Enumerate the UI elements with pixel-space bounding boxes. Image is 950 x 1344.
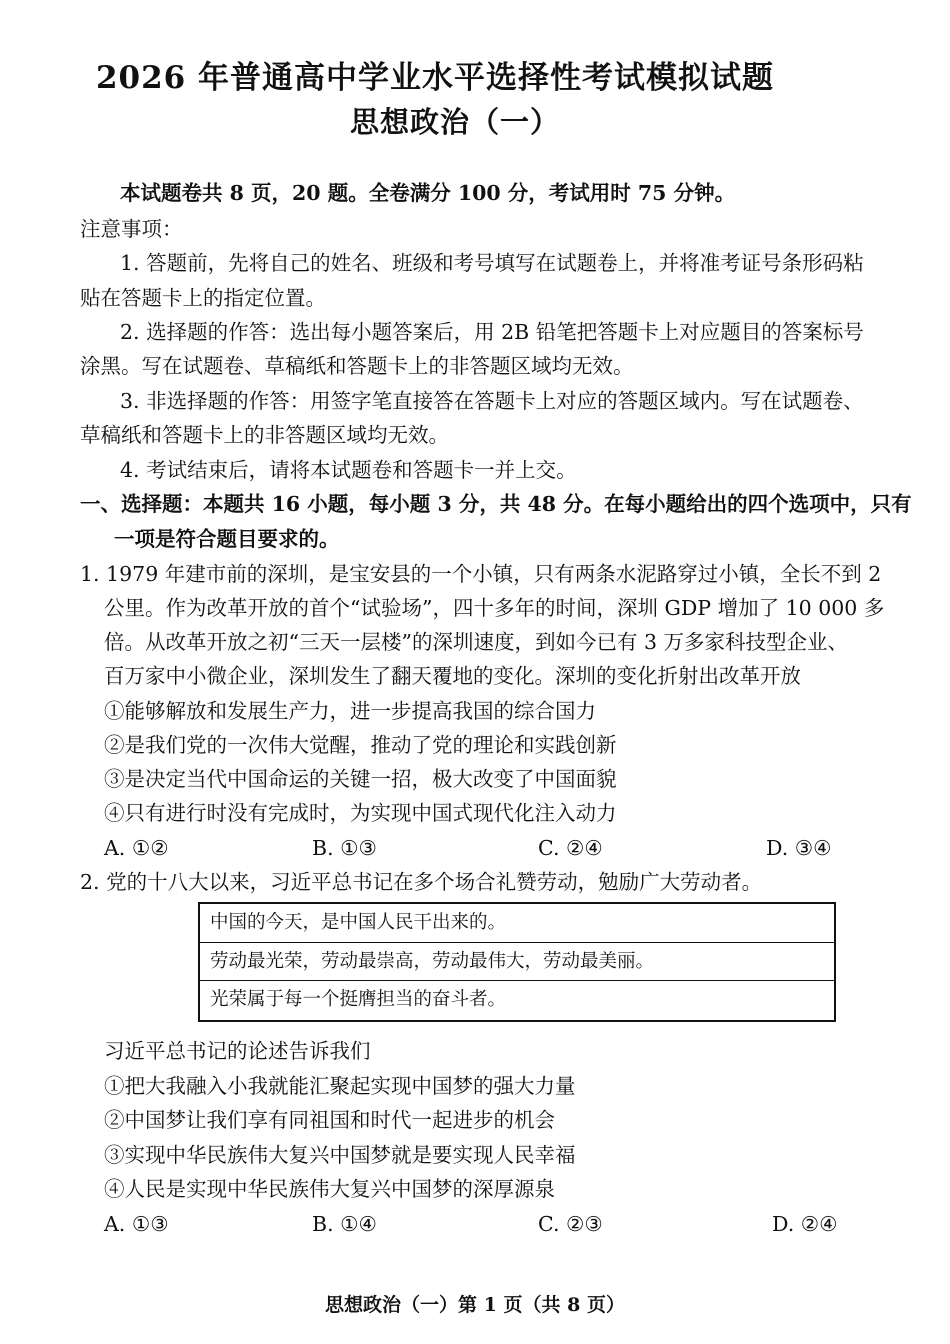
page-footer: 思想政治（一）第 1 页（共 8 页） <box>325 1294 625 1316</box>
exam-title: 2026 年普通高中学业水平选择性考试模拟试题 <box>95 60 775 96</box>
q2-statement-1: ①把大我融入小我就能汇聚起实现中国梦的强大力量 <box>104 1074 576 1098</box>
q2-option-d: D. ②④ <box>772 1212 838 1236</box>
notice-item-4: 4. 考试结束后，请将本试题卷和答题卡一并上交。 <box>120 458 577 482</box>
q1-stem-cont: 百万家中小微企业，深圳发生了翻天覆地的变化。深圳的变化折射出改革开放 <box>104 664 801 688</box>
notice-item-2: 2. 选择题的作答：选出每小题答案后，用 2B 铅笔把答题卡上对应题目的答案标号 <box>120 320 864 344</box>
q1-stem: 1. 1979 年建市前的深圳，是宝安县的一个小镇，只有两条水泥路穿过小镇，全长不到 2 <box>80 562 882 586</box>
quote-row: 光荣属于每一个挺膺担当的奋斗者。 <box>210 989 507 1011</box>
exam-intro: 本试题卷共 8 页，20 题。全卷满分 100 分，考试用时 75 分钟。 <box>120 181 736 205</box>
q2-option-a: A. ①③ <box>104 1212 169 1236</box>
q1-statement-3: ③是决定当代中国命运的关键一招，极大改变了中国面貌 <box>104 767 617 791</box>
quote-table <box>198 902 836 1022</box>
q1-statement-1: ①能够解放和发展生产力，进一步提高我国的综合国力 <box>104 699 596 723</box>
q2-statement-4: ④人民是实现中华民族伟大复兴中国梦的深厚源泉 <box>104 1177 555 1201</box>
q2-statement-2: ②中国梦让我们享有同祖国和时代一起进步的机会 <box>104 1108 555 1132</box>
notice-item-3: 3. 非选择题的作答：用签字笔直接答在答题卡上对应的答题区域内。写在试题卷、 <box>120 389 864 413</box>
q2-option-b: B. ①④ <box>312 1212 377 1236</box>
notice-heading: 注意事项： <box>80 217 183 241</box>
section-heading-cont: 一项是符合题目要求的。 <box>114 527 340 551</box>
q1-stem-cont: 倍。从改革开放之初“三天一层楼”的深圳速度，到如今已有 3 万多家科技型企业、 <box>104 630 849 654</box>
q1-option-a: A. ①② <box>104 836 169 860</box>
q2-stem: 2. 党的十八大以来，习近平总书记在多个场合礼赞劳动，勉励广大劳动者。 <box>80 870 763 894</box>
notice-item-1: 1. 答题前，先将自己的姓名、班级和考号填写在试题卷上，并将准考证号条形码粘 <box>120 251 864 275</box>
q1-option-c: C. ②④ <box>538 836 603 860</box>
exam-subject: 思想政治（一） <box>349 105 560 139</box>
quote-row: 中国的今天，是中国人民干出来的。 <box>200 904 834 943</box>
notice-item-1-cont: 贴在答题卡上的指定位置。 <box>80 286 326 310</box>
section-heading: 一、选择题：本题共 16 小题，每小题 3 分，共 48 分。在每小题给出的四个选项中，只有 <box>80 492 912 516</box>
q1-option-d: D. ③④ <box>766 836 832 860</box>
notice-item-3-cont: 草稿纸和答题卡上的非答题区域均无效。 <box>80 423 449 447</box>
q2-option-c: C. ②③ <box>538 1212 603 1236</box>
quote-row: 劳动最光荣，劳动最崇高，劳动最伟大，劳动最美丽。 <box>200 943 834 982</box>
q2-lead: 习近平总书记的论述告诉我们 <box>104 1039 371 1063</box>
q2-statement-3: ③实现中华民族伟大复兴中国梦就是要实现人民幸福 <box>104 1143 576 1167</box>
q1-option-b: B. ①③ <box>312 836 377 860</box>
q1-statement-4: ④只有进行时没有完成时，为实现中国式现代化注入动力 <box>104 801 617 825</box>
q1-statement-2: ②是我们党的一次伟大觉醒，推动了党的理论和实践创新 <box>104 733 617 757</box>
notice-item-2-cont: 涂黑。写在试题卷、草稿纸和答题卡上的非答题区域均无效。 <box>80 354 634 378</box>
q1-stem-cont: 公里。作为改革开放的首个“试验场”，四十多年的时间，深圳 GDP 增加了 10 000 多 <box>104 596 885 620</box>
